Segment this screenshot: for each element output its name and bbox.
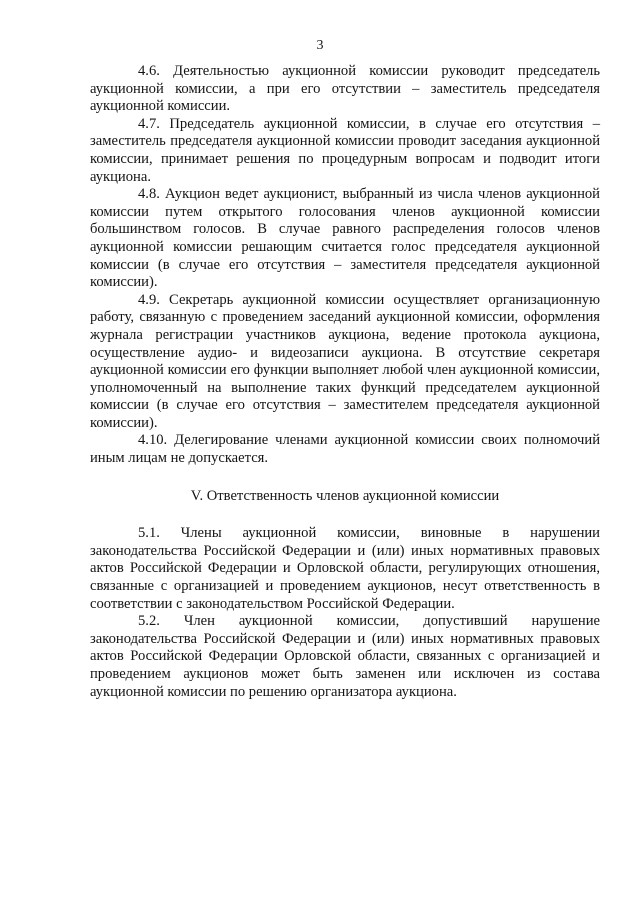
paragraph-4-7: 4.7. Председатель аукционной комиссии, в случае его отсутствия – заместитель председателя аукционной комиссии проводит заседания аукционной комиссии, принимает решения по процедурным вопросам и подводит итоги аукциона.	[90, 115, 600, 185]
paragraph-5-1: 5.1. Члены аукционной комиссии, виновные в нарушении законодательства Российской Федерации и (или) иных нормативных правовых актов Российской Федерации и Орловской области, регулирующих отношения, связанные с организацией и проведением аукционов, несут ответственность в соответствии с законодательством Российской Федерации.	[90, 525, 600, 612]
paragraph-4-10: 4.10. Делегирование членами аукционной комиссии своих полномочий иным лицам не допускается.	[90, 432, 600, 467]
section-heading: V. Ответственность членов аукционной комиссии	[190, 487, 500, 504]
paragraph-4-9: 4.9. Секретарь аукционной комиссии осуществляет организационную работу, связанную с проведением заседаний аукционной комиссии, оформления журнала регистрации участников аукциона, ведение протокола аукциона, осуществление аудио- и видеозаписи аукциона. В отсутствие секретаря аукционной комиссии его функции выполняет любой член аукционной комиссии, уполномоченный на выполнение таких функций председателем аукционной комиссии (в случае его отсутствия – заместителем председателя аукционной комиссии).	[90, 291, 600, 431]
paragraph-5-2: 5.2. Член аукционной комиссии, допустивший нарушение законодательства Российской Федерации и (или) иных нормативных правовых актов Российской Федерации Орловской области, связанных с организацией и проведением аукционов может быть заменен или исключен из состава аукционной комиссии по решению организатора аукциона.	[90, 613, 600, 700]
paragraph-4-8: 4.8. Аукцион ведет аукционист, выбранный из числа членов аукционной комиссии путем открытого голосования членов аукционной комиссии большинством голосов. В случае равного распределения голосов членов аукционной комиссии решающим считается голос председателя аукционной комиссии (в случае его отсутствия – заместителя председателя аукционной комиссии).	[90, 186, 600, 291]
page-number: 3	[316, 38, 324, 53]
paragraph-4-6: 4.6. Деятельностью аукционной комиссии руководит председатель аукционной комиссии, а при его отсутствии – заместитель председателя аукционной комиссии.	[90, 63, 600, 115]
document-body	[90, 63, 600, 701]
